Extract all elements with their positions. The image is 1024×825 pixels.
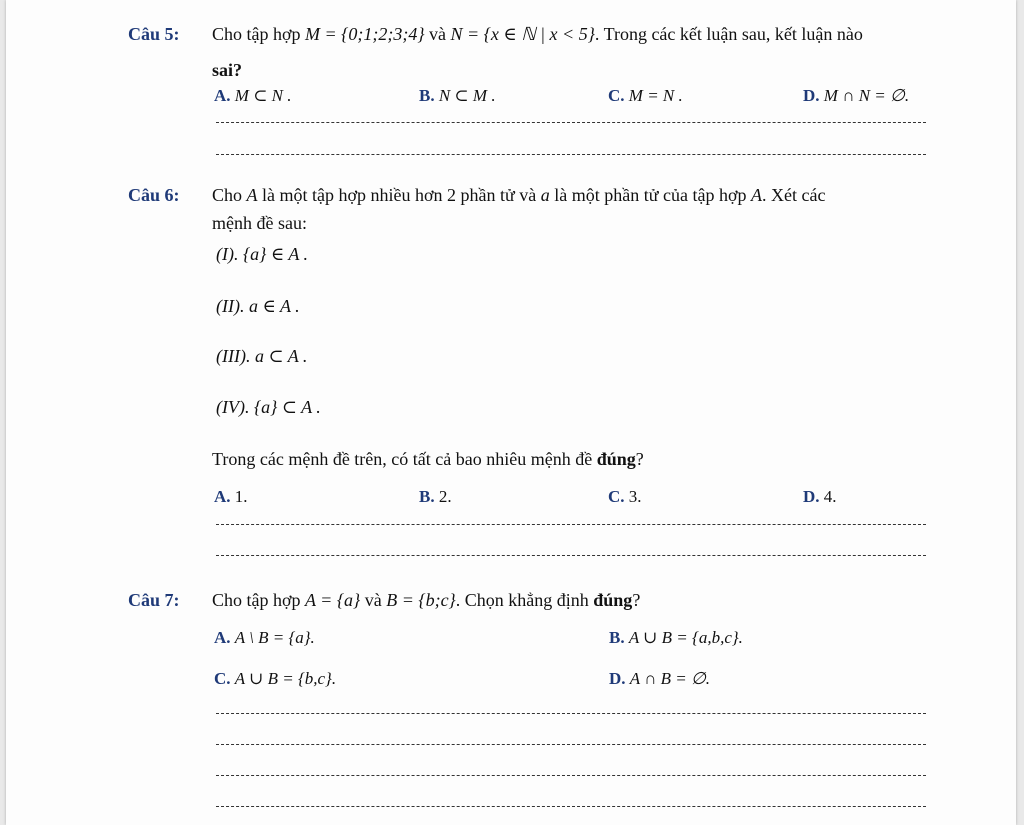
question-6-stem-line2: mệnh đề sau: (212, 213, 307, 233)
answer-line (216, 555, 926, 556)
q6-statement-1 (216, 244, 308, 265)
answer-line (216, 806, 926, 807)
statement-number: (II) (216, 296, 240, 316)
statement-text: . a ⊂ A . (245, 346, 308, 366)
answer-line (216, 122, 926, 123)
option-letter: D. (803, 487, 820, 506)
q5-option-b (419, 86, 496, 106)
option-text: 4. (819, 487, 837, 506)
option-letter: C. (214, 669, 231, 688)
q7-text: . Chọn khẳng định (455, 590, 594, 610)
answer-line (216, 713, 926, 714)
q6-question (212, 449, 644, 470)
option-text: A ∪ B = {a,b,c}. (628, 628, 743, 647)
q6-statement-4 (216, 397, 321, 418)
option-text: N ⊂ M . (438, 86, 496, 105)
q6-text: . Xét các (762, 185, 826, 205)
question-5-stem-line2: sai? (212, 60, 243, 80)
q6-var-A: A (246, 185, 258, 205)
q7-option-a (214, 628, 315, 648)
option-letter: B. (419, 86, 435, 105)
option-text: 3. (624, 487, 642, 506)
q5-option-c (608, 86, 683, 106)
q5-option-a (214, 86, 292, 106)
q7-option-b (609, 628, 743, 648)
option-letter: D. (803, 86, 820, 105)
answer-line (216, 154, 926, 155)
statement-number: (I) (216, 244, 234, 264)
q6-var-A: A (751, 185, 762, 205)
statement-text: . {a} ∈ A . (233, 244, 309, 264)
q5-stem-before: Cho tập hợp (212, 24, 306, 44)
q6-text: là một tập hợp nhiều hơn 2 phần tử và (257, 185, 541, 205)
option-letter: B. (419, 487, 435, 506)
option-letter: C. (608, 86, 625, 105)
q6-statement-2 (216, 296, 300, 317)
q5-set-m: M = {0;1;2;3;4} (305, 24, 425, 44)
option-text: M = N . (628, 86, 683, 105)
q5-set-n: N = {x ∈ ℕ | x < 5} (450, 24, 595, 44)
option-letter: A. (214, 86, 231, 105)
q7-bold: đúng (593, 590, 633, 610)
answer-line (216, 744, 926, 745)
option-letter: A. (214, 487, 231, 506)
q6-text: là một phần tử của tập hợp (549, 185, 751, 205)
q7-option-c (214, 669, 336, 689)
q5-stem-after: . Trong các kết luận sau, kết luận nào (594, 24, 863, 44)
option-letter: A. (214, 628, 231, 647)
q5-option-d (803, 86, 909, 106)
option-letter: D. (609, 669, 626, 688)
q6-text: Cho (212, 185, 247, 205)
question-7-label: Câu 7: (128, 590, 180, 610)
statement-text: . {a} ⊂ A . (244, 397, 321, 417)
option-text: A ∪ B = {b,c}. (234, 669, 337, 688)
q7-text: ? (632, 590, 641, 610)
statement-number: (IV) (216, 397, 245, 417)
q7-text: và (360, 590, 387, 610)
q6-option-a (214, 487, 248, 507)
answer-line (216, 524, 926, 525)
question-7-stem (212, 590, 640, 611)
q6-option-d (803, 487, 837, 507)
q6-question-text: Trong các mệnh đề trên, có tất cả bao nhiêu mệnh đề (212, 449, 597, 469)
option-text: M ⊂ N . (234, 86, 292, 105)
document-page (6, 0, 1016, 825)
q6-option-b (419, 487, 452, 507)
q6-var-a: a (540, 185, 550, 205)
question-5-stem (212, 24, 863, 45)
q6-option-c (608, 487, 642, 507)
option-text: A \ B = {a}. (234, 628, 315, 647)
q6-statement-3 (216, 346, 307, 367)
q6-question-bold: đúng (596, 449, 636, 469)
option-letter: C. (608, 487, 625, 506)
option-text: M ∩ N = ∅. (823, 86, 910, 105)
statement-number: (III) (216, 346, 246, 366)
q5-and: và (424, 24, 451, 44)
q7-set-a: A = {a} (305, 590, 361, 610)
option-text: 1. (230, 487, 248, 506)
option-letter: B. (609, 628, 625, 647)
q7-text: Cho tập hợp (212, 590, 306, 610)
statement-text: . a ∈ A . (239, 296, 300, 316)
answer-line (216, 775, 926, 776)
q6-question-end: ? (635, 449, 644, 469)
q7-set-b: B = {b;c} (386, 590, 456, 610)
question-5-label: Câu 5: (128, 24, 180, 44)
option-text: 2. (434, 487, 452, 506)
question-6-label: Câu 6: (128, 185, 180, 205)
question-6-stem (212, 185, 825, 206)
q7-option-d (609, 669, 710, 689)
option-text: A ∩ B = ∅. (629, 669, 711, 688)
